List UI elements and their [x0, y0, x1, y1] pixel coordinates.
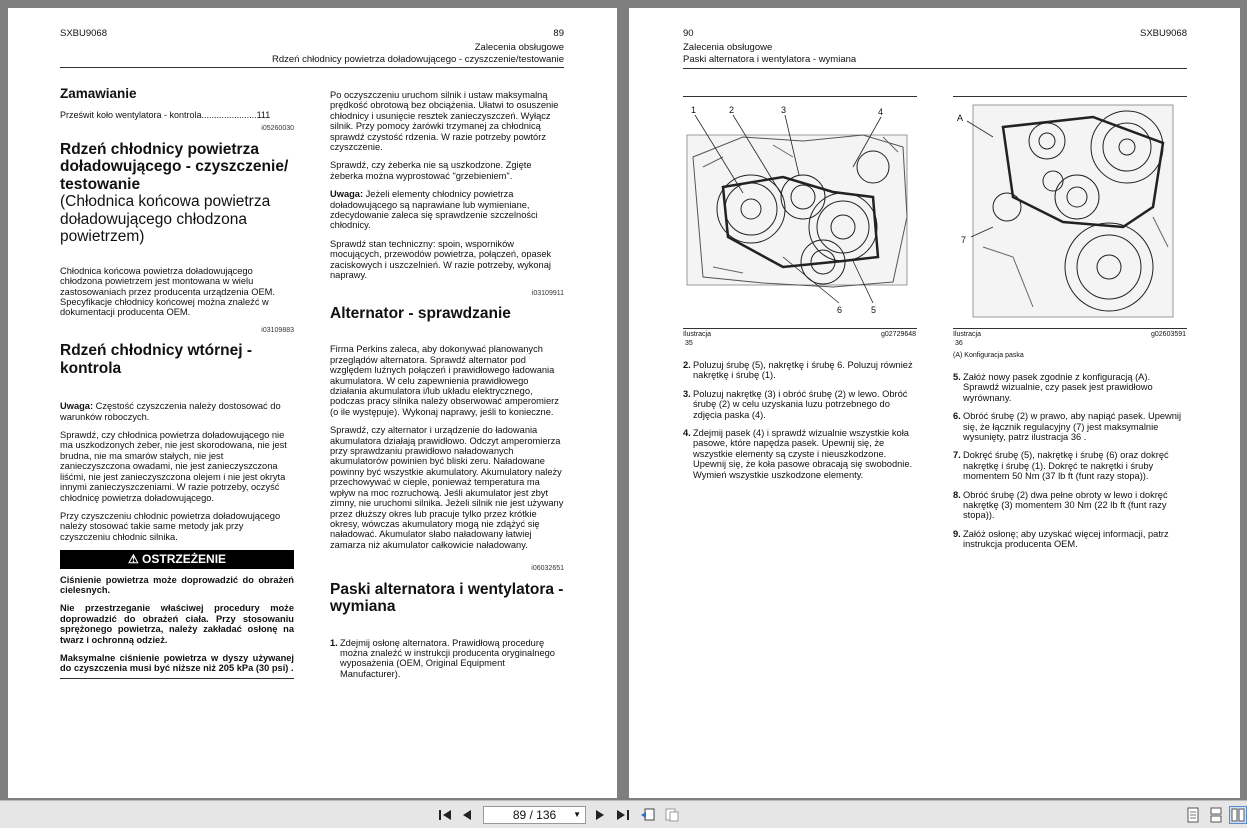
steps-column-2	[953, 372, 1187, 558]
doc-id: i06032651	[531, 565, 564, 573]
step-number: 8.	[953, 489, 961, 500]
step-text: Dokręć śrubę (5), nakrętkę i śrubę (6) oraz dokręć nakrętkę i śrubę (1). Dokręć te nakrętki i śruby momentem 50 Nm (37 lb ft (funt razy stopa)).	[963, 450, 1169, 482]
callout-7: 7	[961, 235, 967, 245]
engine-belt-drawing-icon	[683, 97, 917, 333]
note-paragraph	[330, 189, 564, 231]
continuous-view-icon[interactable]	[1209, 807, 1223, 823]
callout-2: 2	[729, 105, 735, 115]
page-number-input[interactable]	[483, 806, 586, 824]
procedure-step	[683, 428, 917, 480]
doc-id: i03109911	[531, 289, 564, 297]
step-text: Zdejmij osłonę alternatora. Prawidłową procedurę można znaleźć w instrukcji producenta oryginalnego wyposażenia (OEM, Original Equipment Manufacturer).	[340, 637, 555, 679]
callout-a: A	[957, 113, 964, 123]
procedure-step	[953, 450, 1187, 481]
note-label: Uwaga:	[330, 189, 364, 200]
doc-id: i05260030	[261, 125, 294, 133]
facing-pages-view-icon[interactable]	[1229, 806, 1247, 824]
steps-column-1	[683, 360, 917, 488]
figure-code: g02729648	[881, 331, 917, 338]
callout-6: 6	[837, 305, 843, 315]
section-heading: Rdzeń chłodnicy powietrza doładowującego - czyszczenie/ testowanie	[60, 140, 289, 193]
step-text: Załóż osłonę; aby uzyskać więcej informacji, patrz instrukcja producenta OEM.	[963, 528, 1169, 550]
next-page-icon[interactable]	[595, 809, 605, 821]
doc-id: i03109883	[261, 326, 294, 334]
paragraph: Sprawdź, czy chłodnica powietrza doładowującego nie ma uszkodzonych żeber, nie jest skorodowana, nie jest brudna, nie ma smarów stałych, nie jest zanieczyszczona owadami, nie jest zanieczyszczona liśćmi, nie jest zanieczyszczona olejem i nie jest okryta innymi zanieczyszczeniami. W razie potrzeby, oczyść chłodnicę powietrza doładowującego.	[60, 430, 287, 503]
note-paragraph	[60, 401, 294, 422]
page-number: 90	[683, 28, 694, 39]
step-number: 5.	[953, 372, 961, 382]
procedure-step	[953, 372, 1187, 403]
paragraph: Sprawdź stan techniczny: spoin, wsporników mocujących, przewodów powietrza, połączeń, opasek zaciskowych i uszczelnień. W razie potrzeby, wykonaj naprawy.	[330, 238, 552, 281]
section-heading: Alternator - sprawdzanie	[330, 304, 511, 322]
prev-page-icon[interactable]	[462, 809, 472, 821]
warning-rule	[60, 678, 294, 679]
left-column-2	[330, 90, 564, 687]
paragraph: Po oczyszczeniu uruchom silnik i ustaw maksymalną prędkość obrotową bez obciążenia. Ułatwi to osuszenie chłodnicy i usunięcie resztek zanieczyszczeń. Wyłącz silnik. Przy pomocy żarówki trzymanej za chłodnicą sprawdź czystość rdzenia. W razie potrzeby powtórz czyszczenie.	[330, 90, 559, 153]
procedure-step	[953, 490, 1187, 521]
figure-caption: (A) Konfiguracja paska	[953, 352, 1024, 359]
warning-text: Nie przestrzeganie właściwej procedury może doprowadzić do obrażeń ciała. Przy stosowaniu sprężonego powietrza, należy zakładać osłonę na twarz i ochronną odzież.	[60, 603, 294, 645]
procedure-step	[683, 360, 917, 381]
step-text: Poluzuj śrubę (5), nakrętkę i śrubę 6. Poluzuj również nakrętkę i śrubę (1).	[693, 360, 913, 381]
belt-configuration-drawing-icon	[953, 97, 1187, 333]
procedure-step	[683, 389, 917, 420]
section-title: Zamawianie	[60, 86, 137, 101]
step-number: 3.	[683, 388, 691, 399]
callout-1: 1	[691, 105, 697, 115]
step-text: Zdejmij pasek (4) i sprawdź wizualnie wszystkie koła pasowe, które napędza pasek. Upewnij się, że wszystkie elementy są czyste i nieuszkodzone. Upewnij się, że koła pasowe obracają się swobodnie. Wymień wszystkie uszkodzone elementy.	[693, 428, 913, 480]
page-right	[629, 8, 1240, 798]
figure-number: 35	[685, 340, 693, 347]
paragraph: Chłodnica końcowa powietrza doładowującego chłodzona powietrzem jest montowana w wielu zastosowaniach przez producenta urządzenia OEM. Specyfikacje chłodnicy końcowej można znaleźć w dokumentacji producenta OEM.	[60, 265, 275, 318]
paragraph: Przy czyszczeniu chłodnic powietrza doładowującego należy stosować takie same metody jak przy czyszczeniu chłodnic silnika.	[60, 510, 281, 542]
paragraph: Firma Perkins zaleca, aby dokonywać planowanych przeglądów alternatora. Sprawdź alternator pod względem luźnych połączeń i prawidłowego ładowania akumulatora. W celu zapewnienia prawidłowego działania akumulatora i/lub układu elektrycznego, podczas pracy silnika należy obserwować amperomierz (o ile występuje). Wykonaj naprawy, jeśli to konieczne.	[330, 344, 559, 417]
figure-rule	[953, 328, 1187, 329]
warning-banner	[60, 550, 294, 568]
procedure-step	[953, 411, 1187, 442]
step-number: 9.	[953, 528, 961, 539]
warning-label: OSTRZEŻENIE	[142, 552, 227, 567]
step-number: 1.	[330, 637, 338, 648]
callout-5: 5	[871, 305, 877, 315]
note-text: Jeżeli elementy chłodnicy powietrza doładowującego są naprawiane lub wymieniane, zdecydowanie zaleca się sprawdzenie szczelności chłodnicy.	[330, 189, 538, 231]
chevron-down-icon[interactable]: ▼	[573, 810, 581, 819]
header-topic: Paski alternatora i wentylatora - wymiana	[683, 54, 857, 65]
header-section: Zalecenia obsługowe	[683, 42, 773, 53]
illustration-36	[953, 96, 1187, 332]
figure-label: Ilustracja	[683, 331, 712, 338]
step-number: 7.	[953, 450, 961, 461]
header-topic: Rdzeń chłodnicy powietrza doładowującego - czyszczenie/testowanie	[271, 54, 564, 65]
header-rule	[60, 67, 564, 68]
figure-code: g02603591	[1151, 331, 1187, 338]
page-number: 89	[553, 28, 564, 39]
first-page-icon[interactable]	[438, 809, 452, 821]
section-subheading: (Chłodnica końcowa powietrza doładowującego chłodzona powietrzem)	[60, 193, 271, 246]
single-page-view-icon[interactable]	[1186, 807, 1200, 823]
warning-text: Maksymalne ciśnienie powietrza w dyszy używanej do czyszczenia musi być niższe niż 205 kPa (30 psi) .	[60, 652, 294, 674]
forward-view-icon[interactable]	[664, 807, 680, 823]
step-text: Obróć śrubę (2) dwa pełne obroty w lewo i dokręć nakrętkę (3) momentem 30 Nm (22 lb ft (funt razy stopa)).	[963, 489, 1168, 521]
warning-icon: ⚠	[127, 552, 139, 567]
step-number: 4.	[683, 428, 691, 439]
toc-entry[interactable]: Prześwit koło wentylatora - kontrola......................111	[60, 110, 271, 120]
viewer-toolbar	[0, 800, 1247, 828]
callout-4: 4	[878, 107, 884, 117]
figure-number: 36	[955, 340, 963, 347]
callout-3: 3	[781, 105, 787, 115]
illustration-35	[683, 96, 917, 332]
page-indicator: 89 / 136	[512, 808, 557, 822]
page-left	[8, 8, 617, 798]
left-column-1	[60, 86, 294, 679]
paragraph: Sprawdź, czy żeberka nie są uszkodzone. Zgięte żeberka można wyprostować "grzebieniem".	[330, 160, 532, 181]
doc-code: SXBU9068	[60, 28, 108, 39]
header-section: Zalecenia obsługowe	[474, 42, 564, 53]
note-text: Częstość czyszczenia należy dostosować do warunków roboczych.	[60, 401, 281, 422]
doc-code: SXBU9068	[1139, 28, 1187, 39]
section-heading: Paski alternatora i wentylatora - wymiana	[330, 580, 564, 616]
step-number: 2.	[683, 360, 691, 370]
note-label: Uwaga:	[60, 401, 94, 412]
warning-text: Ciśnienie powietrza może doprowadzić do obrażeń cielesnych.	[60, 574, 294, 595]
figure-rule	[683, 328, 917, 329]
step-text: Załóż nowy pasek zgodnie z konfiguracją (A). Sprawdź wizualnie, czy pasek jest prawidłowo wyrównany.	[963, 372, 1153, 403]
back-view-icon[interactable]	[640, 807, 656, 823]
procedure-step	[330, 638, 564, 680]
procedure-step	[953, 529, 1187, 550]
step-text: Obróć śrubę (2) w prawo, aby napiąć pasek. Upewnij się, że łącznik regulacyjny (7) jest maksymalnie wysunięty, patrz ilustracja 36 .	[963, 411, 1182, 443]
step-text: Poluzuj nakrętkę (3) i obróć śrubę (2) w lewo. Obróć śrubę (2) w celu uzyskania luzu potrzebnego do zdjęcia paska (4).	[693, 388, 908, 420]
paragraph: Sprawdź, czy alternator i urządzenie do ładowania akumulatora działają prawidłowo. Odczyt amperomierza przy sprawdzaniu prawidłowo naładowanych akumulatorów powinien być bliski zeru. Naładowane powinny być wszystkie akumulatory. Akumulatory należy przechowywać w cieple, ponieważ temperatura ma wpływ na moc rozruchową. Jeśli akumulator jest zbyt zimny, nie uruchomi silnika. Jeżeli silnik nie jest używany przez dłuższy okres lub pracuje tylko przez krótkie okresy, wówczas akumulatory mogą nie zdążyć się naładować. Akumulator słabo naładowany łatwiej zamarza niż akumulator całkowicie naładowany.	[330, 425, 564, 550]
last-page-icon[interactable]	[616, 809, 630, 821]
section-heading: Rdzeń chłodnicy wtórnej - kontrola	[60, 342, 253, 377]
header-rule	[683, 68, 1187, 69]
figure-label: Ilustracja	[953, 331, 982, 338]
step-number: 6.	[953, 411, 961, 422]
